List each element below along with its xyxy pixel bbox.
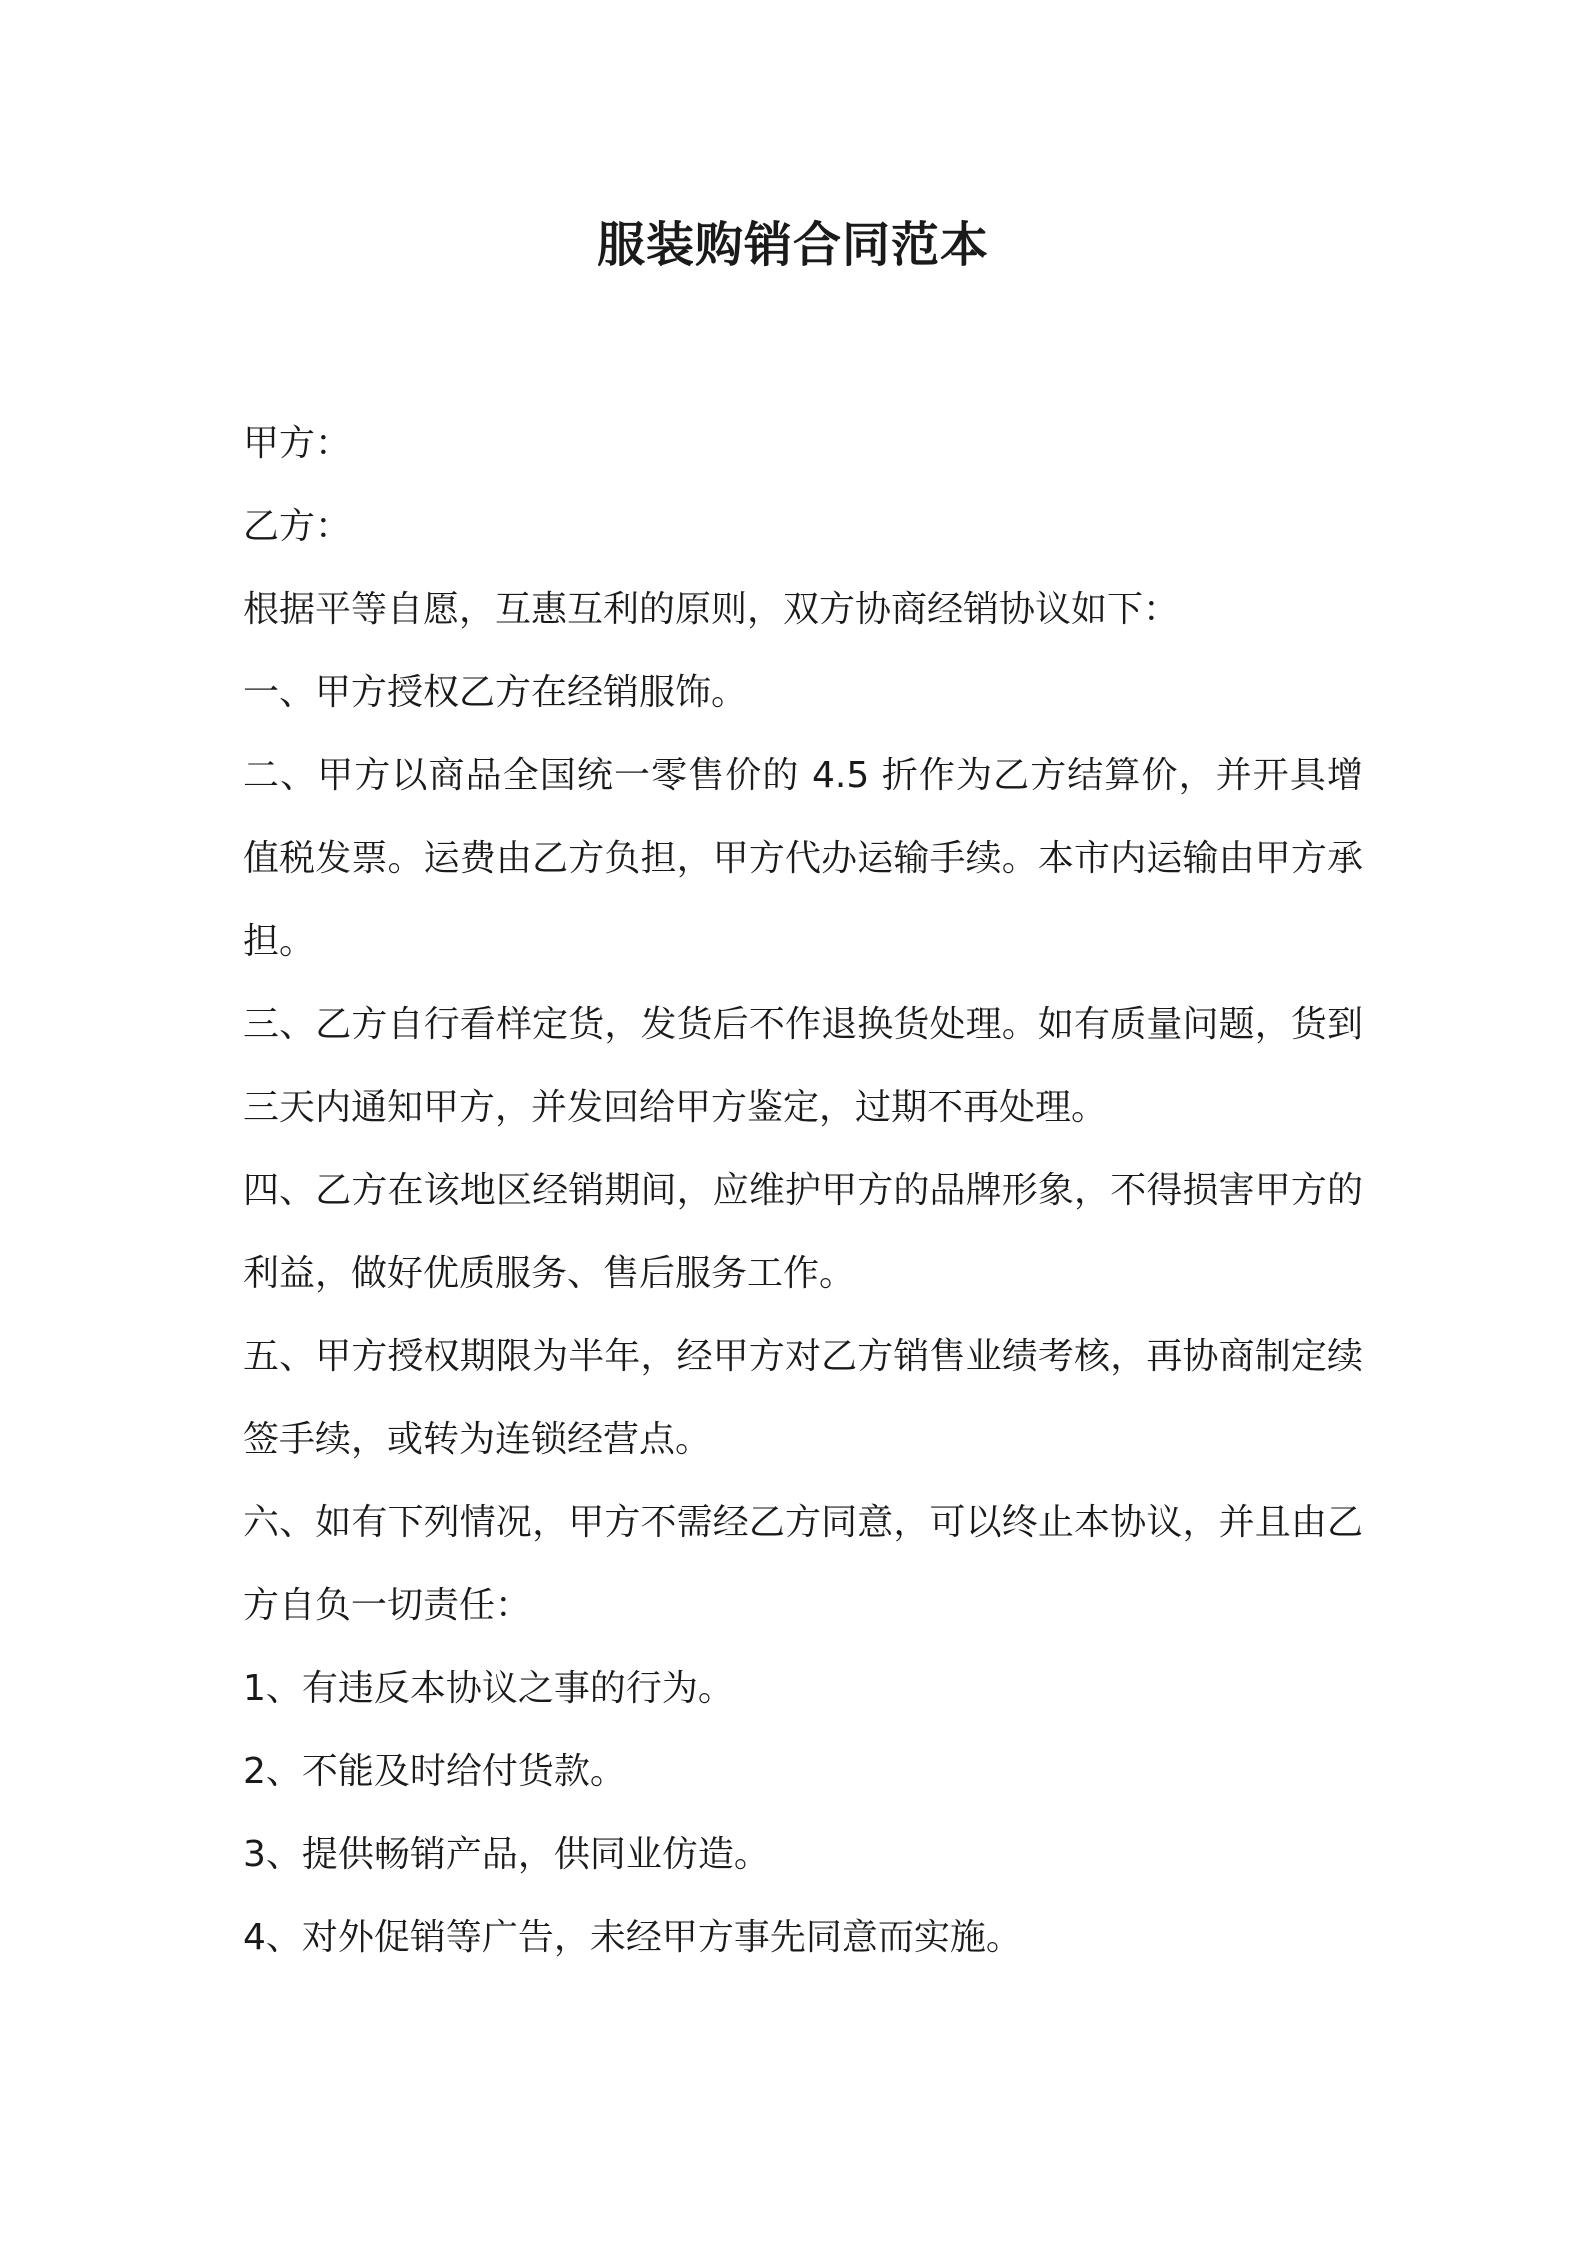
clause-1: 一、甲方授权乙方在经销服饰。 [243, 672, 748, 713]
preamble-paragraph: 根据平等自愿，互惠互利的原则，双方协商经销协议如下： [243, 589, 1180, 630]
clause-2: 二、甲方以商品全国统一零售价的 4.5 折作为乙方结算价，并开具增值税发票。运费由乙方负担，甲方代办运输手续。本市内运输由甲方承担。 [243, 755, 1363, 962]
clause-5: 五、甲方授权期限为半年，经甲方对乙方销售业绩考核，再协商制定续签手续，或转为连锁经营点。 [243, 1336, 1363, 1460]
sub-item-1: 1、有违反本协议之事的行为。 [243, 1668, 734, 1709]
clause-6: 六、如有下列情况，甲方不需经乙方同意，可以终止本协议，并且由乙方自负一切责任： [243, 1502, 1363, 1626]
sub-item-3: 3、提供畅销产品，供同业仿造。 [243, 1834, 770, 1875]
document-title: 服装购销合同范本 [596, 217, 989, 273]
party-a-line: 甲方： [243, 423, 352, 464]
sub-item-2: 2、不能及时给付货款。 [243, 1751, 626, 1792]
party-b-line: 乙方： [243, 506, 352, 547]
clause-4: 四、乙方在该地区经销期间，应维护甲方的品牌形象，不得损害甲方的利益，做好优质服务、售后服务工作。 [243, 1170, 1363, 1294]
clause-3: 三、乙方自行看样定货，发货后不作退换货处理。如有质量问题，货到三天内通知甲方，并发回给甲方鉴定，过期不再处理。 [243, 1004, 1363, 1128]
sub-item-4: 4、对外促销等广告，未经甲方事先同意而实施。 [243, 1917, 1022, 1958]
document-body [243, 402, 1363, 1979]
